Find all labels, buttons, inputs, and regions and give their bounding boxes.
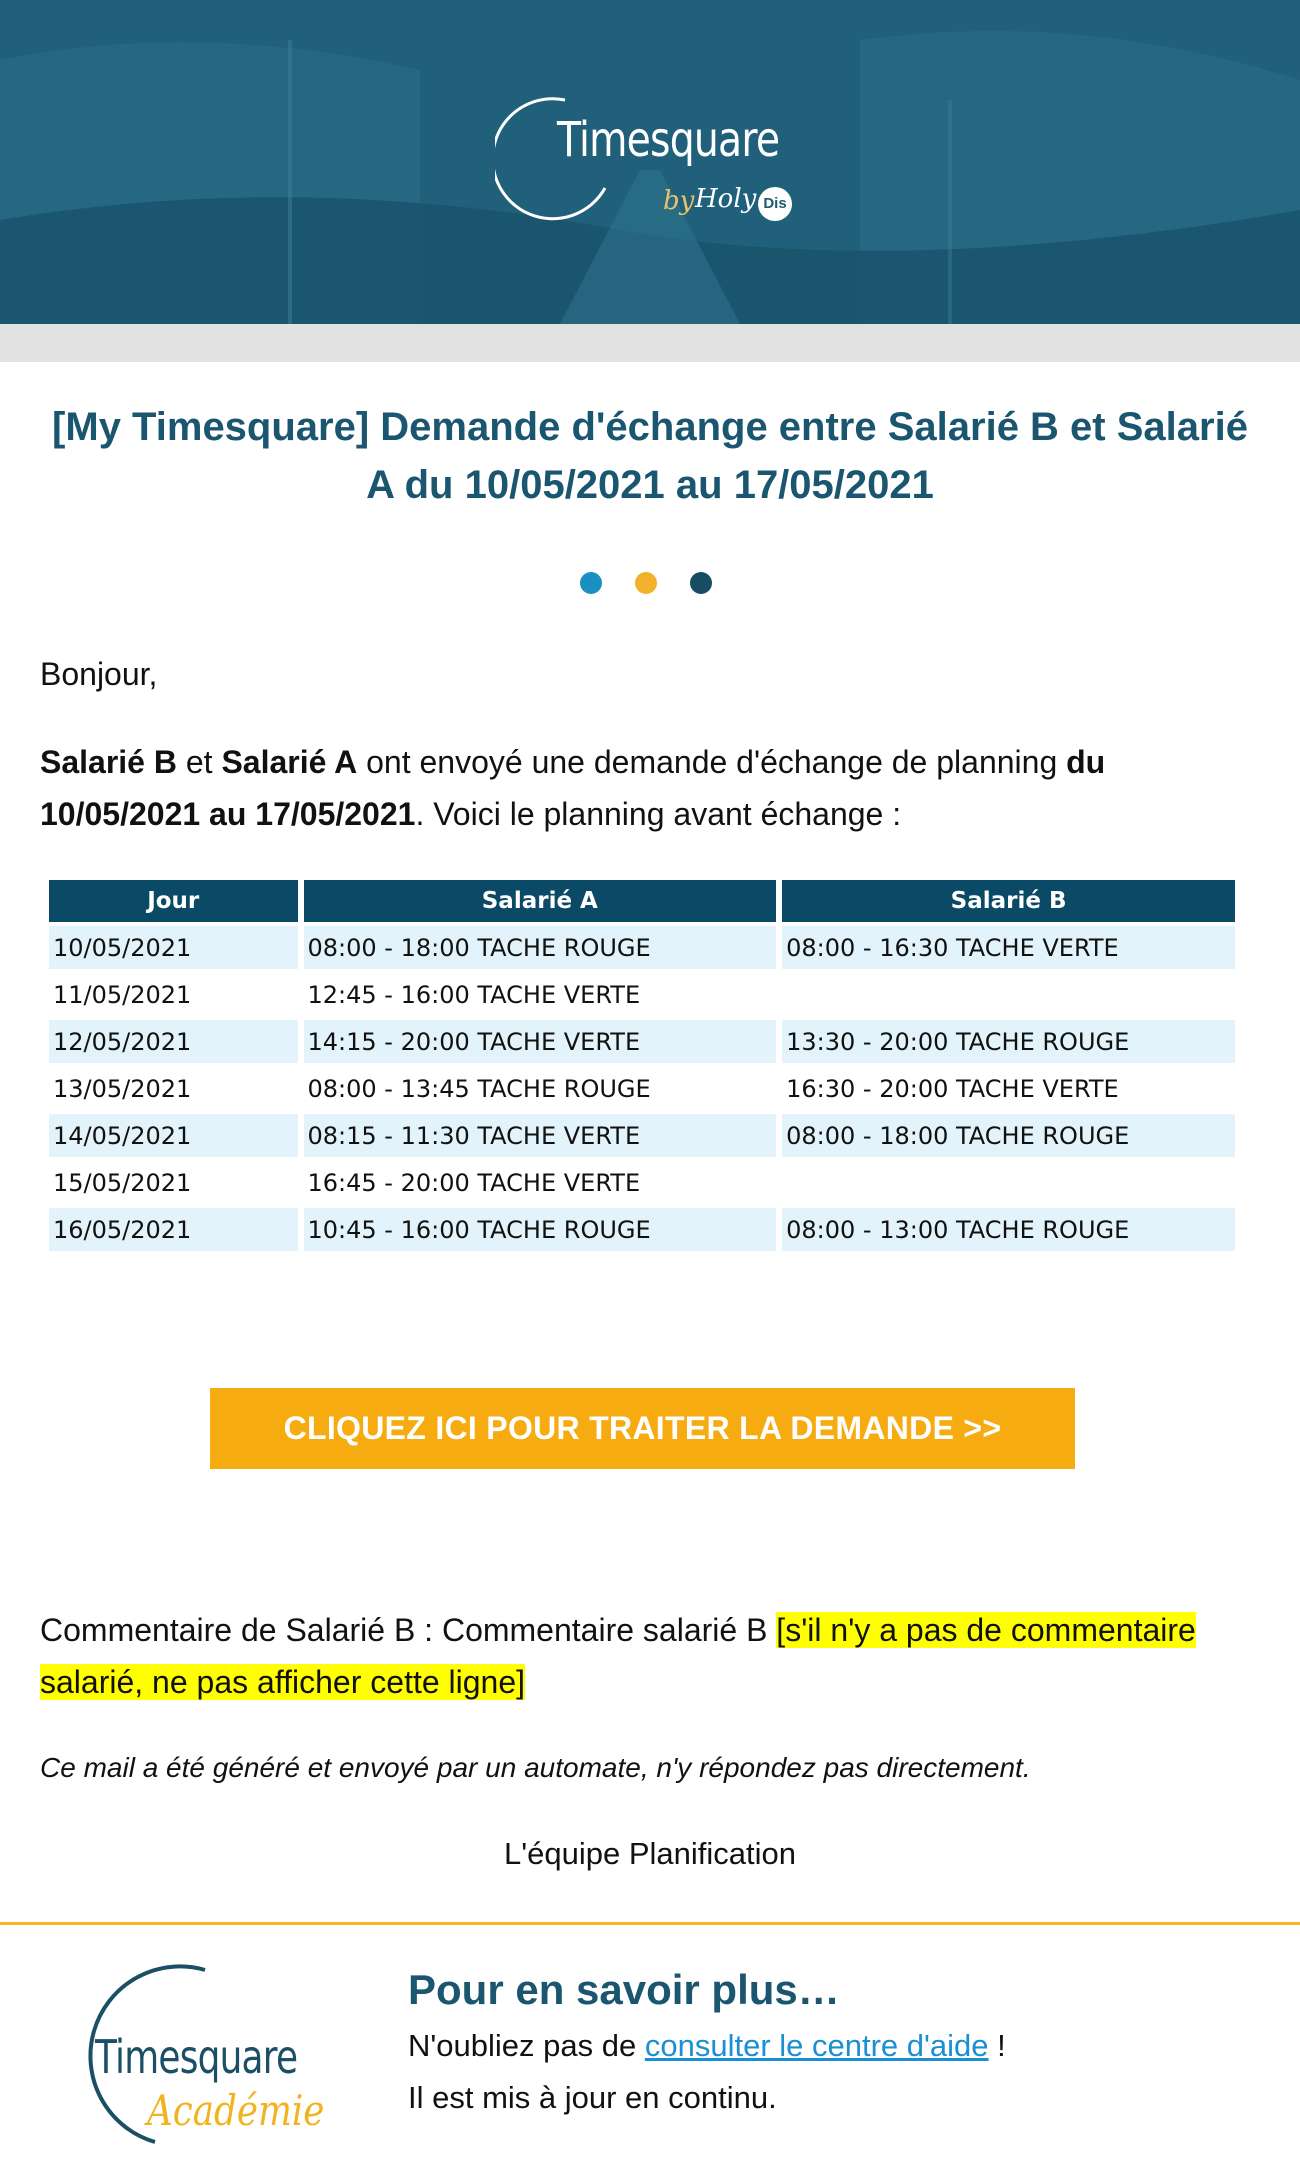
email-title: [My Timesquare] Demande d'échange entre Salarié B et Salarié A du 10/05/2021 au 17/05/2021 (52, 405, 1248, 507)
cell-salarie-b: 08:00 - 13:00 TACHE ROUGE (782, 1208, 1235, 1251)
header-banner (0, 0, 1300, 324)
cell-salarie-a: 08:15 - 11:30 TACHE VERTE (304, 1114, 777, 1157)
table-row (49, 1114, 1235, 1157)
cell-jour: 11/05/2021 (53, 980, 192, 1009)
column-header-salarie-b: Salarié B (782, 880, 1235, 922)
timesquare-academie-logo (55, 1960, 335, 2160)
cell-salarie-a: 10:45 - 16:00 TACHE ROUGE (304, 1208, 777, 1251)
automated-mail-note: Ce mail a été généré et envoyé par un automate, n'y répondez pas directement. (40, 1752, 1031, 1783)
cell-salarie-b: 13:30 - 20:00 TACHE ROUGE (782, 1020, 1235, 1063)
intro-name-a: Salarié A (221, 744, 358, 780)
cell-salarie-a: 14:15 - 20:00 TACHE VERTE (304, 1020, 777, 1063)
cell-jour: 12/05/2021 (49, 1020, 298, 1063)
cell-jour: 14/05/2021 (49, 1114, 298, 1157)
table-row (49, 1020, 1235, 1063)
timesquare-logo (495, 88, 815, 238)
table-row (49, 1161, 1235, 1204)
cell-salarie-b (782, 1161, 1235, 1204)
column-header-jour: Jour (49, 880, 298, 922)
help-line (408, 2028, 1006, 2064)
update-line: Il est mis à jour en continu. (408, 2080, 777, 2115)
academie-subtitle: Académie (147, 2086, 325, 2135)
table-row (49, 1067, 1235, 1110)
footer-divider (0, 1922, 1300, 1925)
cell-salarie-b (782, 973, 1235, 1016)
cell-salarie-b: 08:00 - 18:00 TACHE ROUGE (782, 1114, 1235, 1157)
column-header-salarie-a: Salarié A (304, 880, 777, 922)
logo-by: by (663, 186, 695, 216)
know-more-title: Pour en savoir plus… (408, 1966, 840, 2013)
comment-paragraph (40, 1604, 1260, 1708)
comment-text: Commentaire de Salarié B : Commentaire salarié B (40, 1612, 777, 1648)
cell-jour: 10/05/2021 (49, 926, 298, 969)
logo-dis-badge: Dis (758, 187, 792, 221)
dot-blue-icon (580, 572, 602, 594)
intro-name-b: Salarié B (40, 744, 177, 780)
table-row (49, 1208, 1235, 1251)
intro-and: et (185, 744, 213, 780)
logo-holy: Holy (695, 184, 757, 214)
cell-salarie-a: 08:00 - 13:45 TACHE ROUGE (307, 1074, 651, 1103)
process-request-button[interactable]: CLIQUEZ ICI POUR TRAITER LA DEMANDE >> (210, 1388, 1075, 1469)
cell-jour: 16/05/2021 (49, 1208, 298, 1251)
intro-text2: . Voici le planning avant échange : (415, 796, 902, 832)
cell-salarie-a: 16:45 - 20:00 TACHE VERTE (307, 1168, 641, 1197)
comment-highlight: [s'il n'y a pas de commentaire salarié, ne pas afficher cette ligne] (40, 1612, 1196, 1700)
logo-title: Timesquare (557, 112, 780, 168)
cell-jour: 15/05/2021 (53, 1168, 192, 1197)
table-row (49, 926, 1235, 969)
table-row (49, 973, 1235, 1016)
dot-navy-icon (690, 572, 712, 594)
intro-period: du 10/05/2021 au 17/05/2021 (40, 744, 1106, 832)
intro-paragraph (40, 736, 1260, 840)
table-header-row (49, 880, 1235, 922)
help-line-pre: N'oubliez pas de (408, 2028, 645, 2063)
cell-salarie-b: 08:00 - 16:30 TACHE VERTE (782, 926, 1235, 969)
greeting: Bonjour, (40, 656, 158, 692)
header-divider (0, 324, 1300, 362)
cell-salarie-a: 08:00 - 18:00 TACHE ROUGE (304, 926, 777, 969)
help-line-post: ! (988, 2028, 1006, 2063)
cell-jour: 13/05/2021 (53, 1074, 192, 1103)
help-center-link[interactable]: consulter le centre d'aide (644, 2028, 989, 2063)
academie-title: Timesquare (95, 2030, 298, 2084)
cell-salarie-b: 16:30 - 20:00 TACHE VERTE (786, 1074, 1119, 1103)
planning-table (43, 876, 1241, 1255)
cell-salarie-a: 12:45 - 16:00 TACHE VERTE (307, 980, 641, 1009)
dot-yellow-icon (635, 572, 657, 594)
decorative-dots (580, 572, 720, 596)
signature: L'équipe Planification (503, 1836, 797, 1871)
intro-text1: ont envoyé une demande d'échange de planning (366, 744, 1058, 780)
